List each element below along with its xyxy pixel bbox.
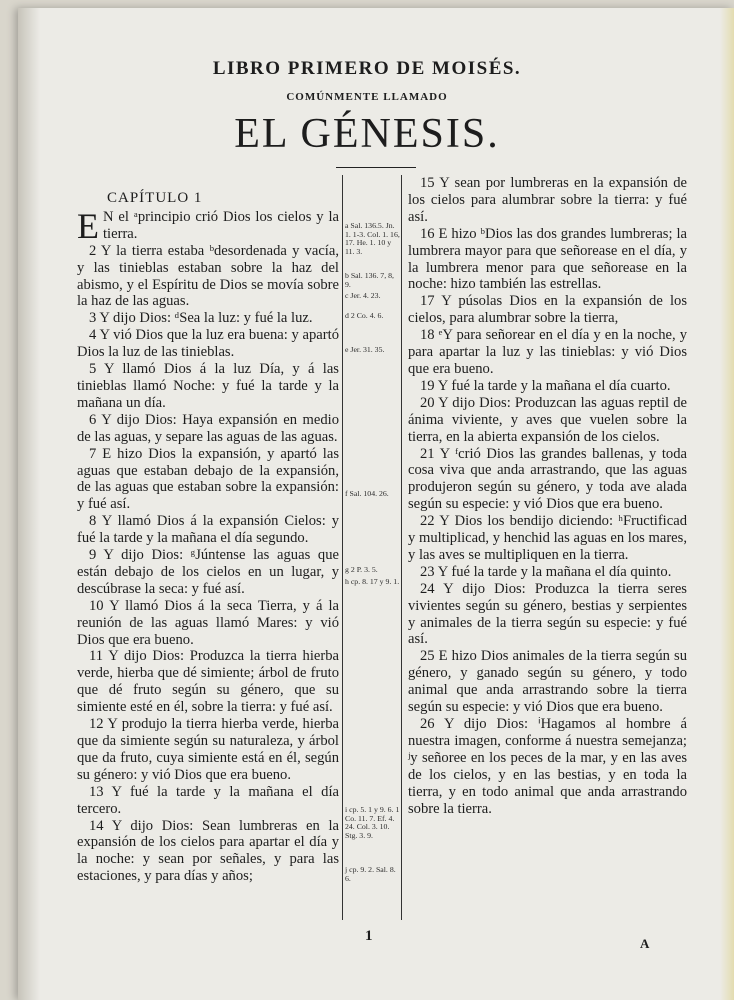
verse: E N el ᵃprincipio crió Dios los cielos y la tierra. <box>77 205 339 246</box>
drop-cap: E <box>77 205 99 246</box>
cross-reference: c Jer. 4. 23. <box>345 291 381 300</box>
book-title: LIBRO PRIMERO DE MOISÉS. <box>212 58 522 79</box>
verse: 24 Y dijo Dios: Produzca la tierra seres vivientes según su género, bestias y serpientes y animales de la tierra según su especie: y fué así. <box>408 580 687 648</box>
verse: 5 Y llamó Dios á la luz Día, y á las tinieblas llamó Noche: y fué la tarde y la mañana un día. <box>77 361 339 411</box>
verse: 7 E hizo Dios la expansión, y apartó las aguas que estaban debajo de la expansión, de las aguas que estaban sobre la expansión: y fué así. <box>77 445 339 513</box>
verse: 13 Y fué la tarde y la mañana el día tercero. <box>77 783 339 817</box>
verse: 25 E hizo Dios animales de la tierra según su género, y ganado según su género, y todo animal que anda arrastrando sobre la tierra según su especie: y vió Dios que era bueno. <box>408 648 687 716</box>
verse: 15 Y sean por lumbreras en la expansión de los cielos para alumbrar sobre la tierra: y fué así. <box>408 175 687 225</box>
cross-reference: j cp. 9. 2. Sal. 8. 6. <box>345 865 396 883</box>
verse: 21 Y ᶠcrió Dios las grandes ballenas, y toda cosa viva que anda arrastrando, que las aguas produjeron según su género, y toda ave alada según su especie: y vió Dios que era bueno. <box>408 445 687 513</box>
column-rule-right <box>401 175 402 920</box>
chapter-heading: CAPÍTULO 1 <box>107 190 203 206</box>
cross-reference: d 2 Co. 4. 6. <box>345 311 384 320</box>
title-rule <box>336 167 416 168</box>
column-rule-left <box>342 175 343 920</box>
verse: 17 Y púsolas Dios en la expansión de los cielos, para alumbrar sobre la tierra, <box>408 293 687 327</box>
verse: 16 E hizo ᵇDios las dos grandes lumbreras; la lumbrera mayor para que señorease en el día, y la lumbrera menor para que señorease en la noche: hizo también las estrellas. <box>408 225 687 293</box>
verse: 12 Y produjo la tierra hierba verde, hierba que da simiente según su naturaleza, y árbol que da fruto, cuya simiente está en él, según su género: y vió Dios que era bueno. <box>77 716 339 783</box>
cross-reference: f Sal. 104. 26. <box>345 489 389 498</box>
verse: 26 Y dijo Dios: ⁱHagamos al hombre á nuestra imagen, conforme á nuestra semejanza; ʲy señoree en los peces de la mar, y en las aves de los cielos, y en las bestias, y en toda la tierra, y en todo animal que anda arrastrando sobre la tierra. <box>408 716 687 817</box>
cross-reference: g 2 P. 3. 5. <box>345 565 378 574</box>
cross-reference: i cp. 5. 1 y 9. 6. 1 Co. 11. 7. Ef. 4. 24. Col. 3. 10. Stg. 3. 9. <box>345 805 400 840</box>
verse: 11 Y dijo Dios: Produzca la tierra hierba verde, hierba que dé simiente; árbol de fruto que dé fruto según su género, que su simiente esté en él, sobre la tierra: y fué así. <box>77 648 339 716</box>
verse: 18 ᵉY para señorear en el día y en la noche, y para apartar la luz y las tinieblas: y vió Dios que era bueno. <box>408 327 687 377</box>
cross-references <box>345 0 401 883</box>
cross-reference: b Sal. 136. 7, 8, 9. <box>345 271 394 289</box>
verse: 20 Y dijo Dios: Produzcan las aguas reptil de ánima viviente, y aves que vuelen sobre la tierra, en la abierta expansión de los cielos. <box>408 394 687 445</box>
verse: 8 Y llamó Dios á la expansión Cielos: y fué la tarde y la mañana el día segundo. <box>77 513 339 547</box>
verse: 22 Y Dios los bendijo diciendo: ʰFructificad y multiplicad, y henchid las aguas en los mares, y las aves se multipliquen en la tierra. <box>408 513 687 563</box>
verse: 3 Y dijo Dios: ᵈSea la luz: y fué la luz. <box>89 310 313 327</box>
verse: 2 Y la tierra estaba ᵇdesordenada y vacía, y las tinieblas estaban sobre la haz del abismo, y el Espíritu de Dios se movía sobre la haz de las aguas. <box>77 242 339 310</box>
verse: 9 Y dijo Dios: ᵍJúntense las aguas que están debajo de los cielos en un lugar, y descúbrase la seca: y fué así. <box>77 547 339 597</box>
verse: 14 Y dijo Dios: Sean lumbreras en la expansión de los cielos para apartar el día y la noche: y sean por señales, y para las estaciones, y para días y años; <box>77 817 339 885</box>
verse: 19 Y fué la tarde y la mañana el día cuarto. <box>420 377 671 394</box>
verse: 10 Y llamó Dios á la seca Tierra, y á la reunión de las aguas llamó Mares: y vió Dios que era bueno. <box>77 597 339 648</box>
page-number: 1 <box>365 928 373 944</box>
right-text-column <box>408 175 687 817</box>
verse: 6 Y dijo Dios: Haya expansión en medio de las aguas, y separe las aguas de las aguas. <box>77 411 339 445</box>
verse: 23 Y fué la tarde y la mañana el día quinto. <box>420 563 672 580</box>
cross-reference: a Sal. 136.5. Jn. 1. 1-3. Col. 1. 16, 17. He. 1. 10 y 11. 3. <box>345 221 400 256</box>
verse: 4 Y vió Dios que la luz era buena: y apartó Dios la luz de las tinieblas. <box>77 327 339 361</box>
book-subtitle: COMÚNMENTE LLAMADO <box>286 91 448 103</box>
left-text-column <box>77 190 339 885</box>
cross-reference: e Jer. 31. 35. <box>345 345 385 354</box>
main-title: EL GÉNESIS. <box>234 111 500 157</box>
cross-reference: h cp. 8. 17 y 9. 1. <box>345 577 400 586</box>
signature-mark: A <box>640 936 650 951</box>
